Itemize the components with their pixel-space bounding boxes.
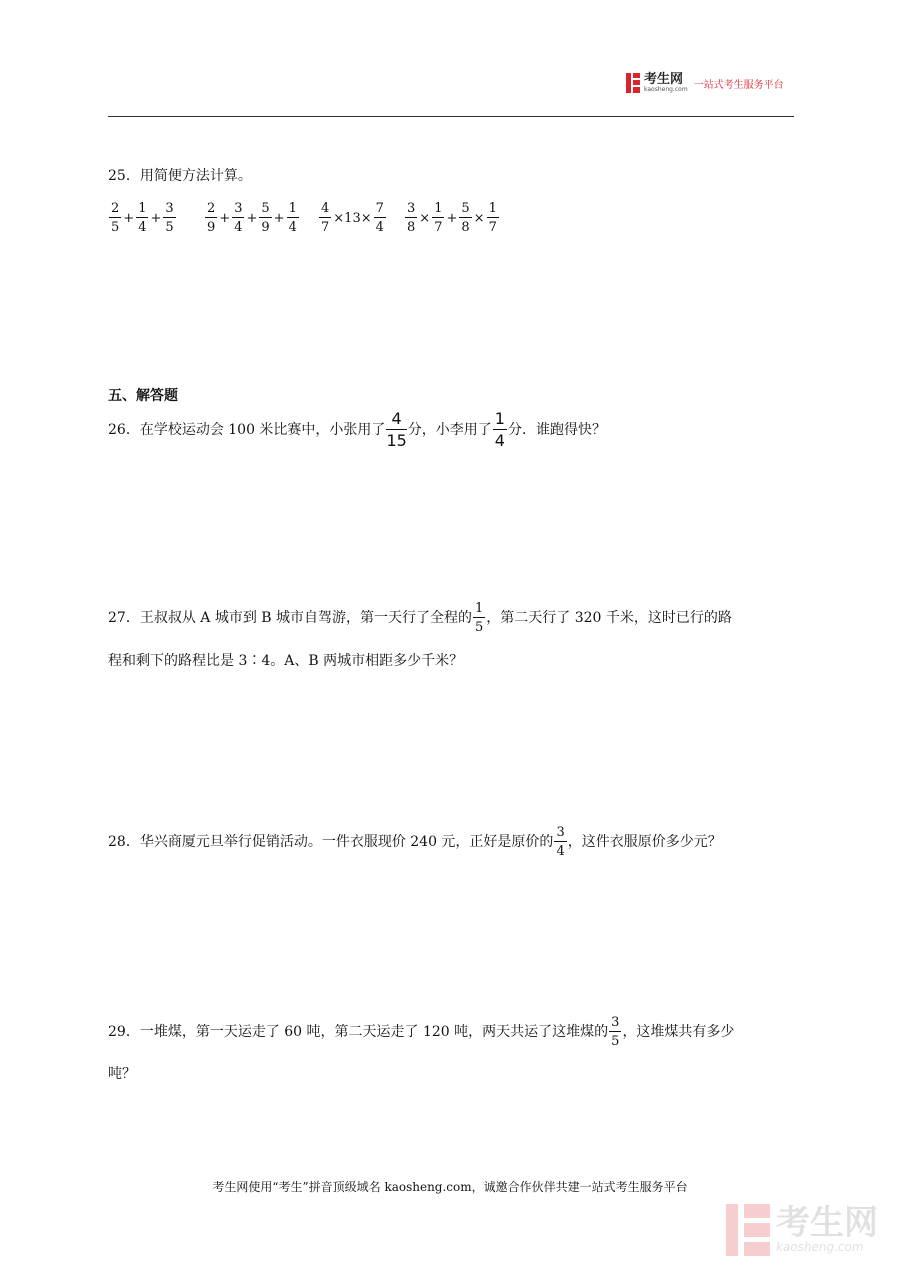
kaosheng-watermark-icon (726, 1204, 770, 1256)
question-28: 28．华兴商厦元旦举行促销活动。一件衣服现价 240 元，正好是原价的 $\frac{3}{4}$ ，这件衣服原价多少元？ (108, 825, 722, 859)
question-26: 26．在学校运动会 100 米比赛中，小张用了 $\frac{4}{15}$ 分，小李用了 $\frac{1}{4}$ 分．谁跑得快？ (108, 409, 606, 450)
section-title: 五、解答题 (108, 388, 178, 404)
header-logo (626, 72, 784, 94)
question-27-line-2: 程和剩下的路程比是 3∶4。A、B 两城市相距多少千米？ (108, 653, 464, 669)
question-25-title: 25．用简便方法计算。 (108, 168, 252, 184)
expression-3: $\frac{4}{7}$ ×13× $\frac{7}{4}$ (321, 201, 384, 235)
expression-1: $\frac{2}{5}$ + $\frac{1}{4}$ + $\frac{3}{5}$ (111, 201, 174, 235)
logo-name: 考生网 (644, 72, 684, 87)
logo-domain: kaosheng.com (644, 86, 688, 93)
question-29-line-2: 吨？ (108, 1066, 136, 1082)
question-29: 29．一堆煤，第一天运走了 60 吨，第二天运走了 120 吨，两天共运了这堆煤的 $\frac{3}{5}$ ，这堆煤共有多少 (108, 1015, 735, 1049)
expression-4: $\frac{3}{8}$ × $\frac{1}{7}$ + $\frac{5}{8}$ × $\frac{1}{7}$ (407, 201, 497, 235)
watermark (726, 1204, 878, 1256)
header-slogan: 一站式考生服务平台 (693, 79, 784, 91)
watermark-domain: kaosheng.com (776, 1240, 864, 1254)
page-footer: 考生网使用“考生”拼音顶级域名 kaosheng.com，诚邀合作伙伴共建一站式考生服务平台 (212, 1180, 688, 1194)
watermark-name: 考生网 (776, 1203, 878, 1243)
question-27: 27．王叔叔从 A 城市到 B 城市自驾游，第一天行了全程的 $\frac{1}{5}$ ，第二天行了 320 千米，这时已行的路 (108, 601, 732, 635)
expression-2: $\frac{2}{9}$ + $\frac{3}{4}$ + $\frac{5}{9}$ + $\frac{1}{4}$ (207, 201, 297, 235)
kaosheng-logo-icon (626, 73, 640, 93)
header-divider (108, 116, 794, 117)
